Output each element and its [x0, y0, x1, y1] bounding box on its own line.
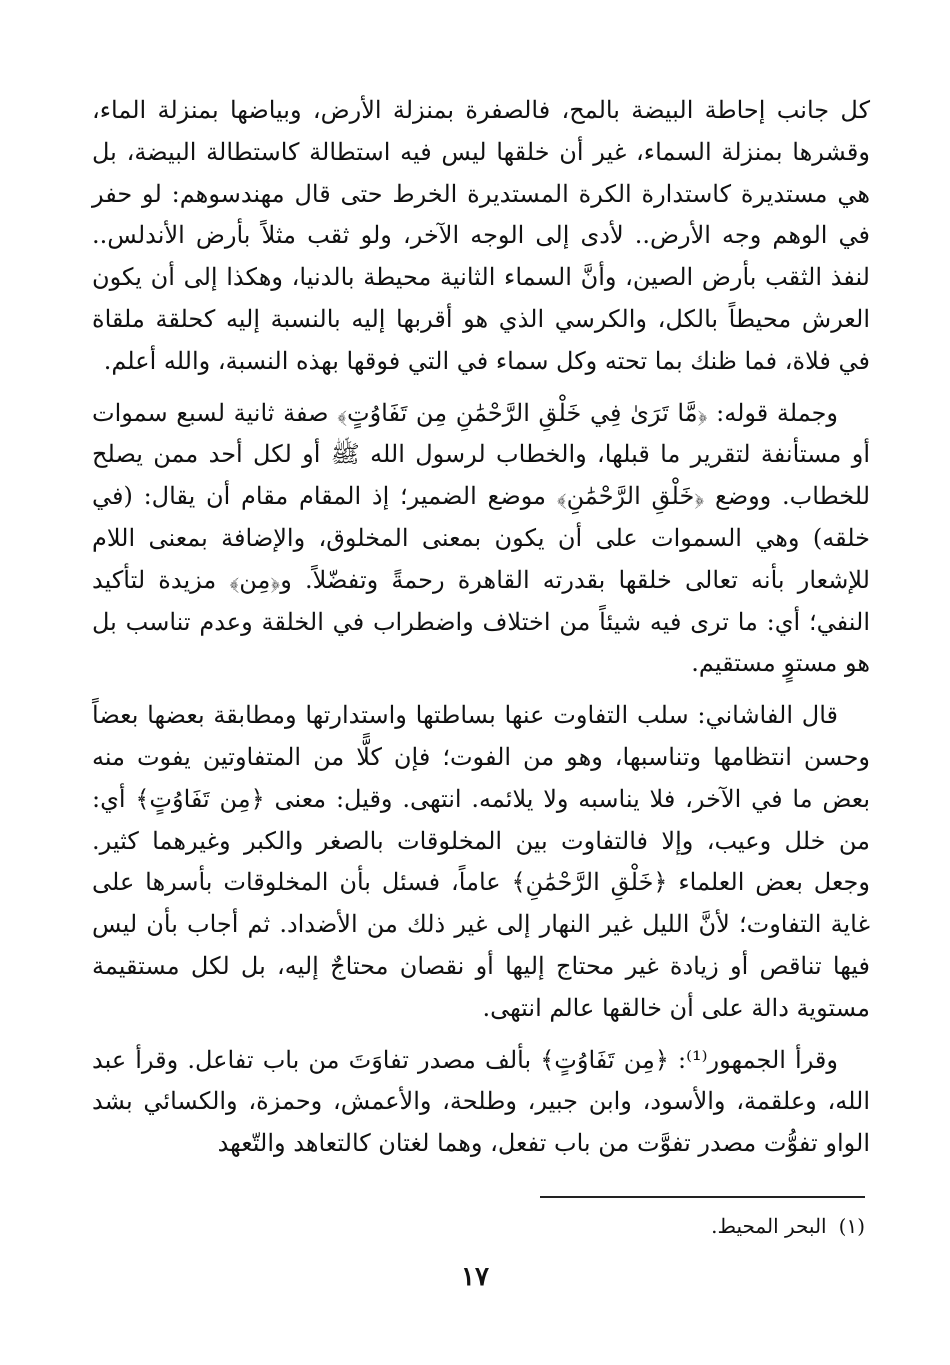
paragraph-4: وقرأ الجمهور⁽¹⁾: ﴿مِن تَفَاوُتٍ﴾ بألف مصدر تفاوَتَ من باب تفاعل. وقرأ عبد الله، وعلقمة، والأسود، وابن جبير، وطلحة، والأعمش، وحمزة، والكسائي بشد الواو تفوُّت مصدر تفوَّت من باب تفعل، وهما لغتان كالتعاهد والتّعهد: [92, 1045, 871, 1158]
footnote: [500, 1212, 865, 1240]
footnote-number: (١): [838, 1214, 865, 1238]
footnote-separator: [540, 1196, 865, 1198]
paragraph-3: قال الفاشاني: سلب التفاوت عنها بساطتها واستدارتها ومطابقة بعضها بعضاً وحسن انتظامها وتناسبها، وهو من الفوت؛ فإن كلًّا من المتفاوتين يفوت منه بعض ما في الآخر، فلا يناسبه ولا يلائمه. انتهى. وقيل: معنى ﴿مِن تَفَاوُتٍ﴾ أي: من خلل وعيب، وإلا فالتفاوت بين المخلوقات بالصغر والكبر وغيرهما كثير. وجعل بعض العلماء ﴿خَلْقِ الرَّحْمَٰنِ﴾ عاماً، فسئل بأن المخلوقات بأسرها على غاية التفاوت؛ لأنَّ الليل غير النهار إلى غير ذلك من الأضداد. ثم أجاب بأن ليس فيها تناقص أو زيادة غير محتاج إليها أو نقصان محتاجٌ إليه، بل لكل مستقيمة مستوية دالة على أن خالقها عالم انتهى.: [92, 701, 870, 1022]
paragraph-2: وجملة قوله: ﴿مَّا تَرَىٰ فِي خَلْقِ الرَّحْمَٰنِ مِن تَفَاوُتٍ﴾ صفة ثانية لسبع سموات أو مستأنفة لتقرير ما قبلها، والخطاب لرسول الله ﷺ أو لكل أحد ممن يصلح للخطاب. ووضع ﴿خَلْقِ الرَّحْمَٰنِ﴾ موضع الضمير؛ إذ المقام مقام أن يقال: (في خلقه) وهي السموات على أن يكون بمعنى المخلوق، والإضافة بمعنى اللام للإشعار بأنه تعالى خلقها بقدرته القاهرة رحمةً وتفضّلاً. و﴿مِن﴾ مزيدة لتأكيد النفي؛ أي: ما ترى فيه شيئاً من اختلاف واضطراب في الخلقة وعدم تناسب بل هو مستوٍ مستقيم.: [92, 398, 870, 678]
paragraph-1: كل جانب إحاطة البيضة بالمح، فالصفرة بمنزلة الأرض، وبياضها بمنزلة الماء، وقشرها بمنزلة السماء، غير أن خلقها ليس فيه استطالة كاستطالة البيضة، بل هي مستديرة كاستدارة الكرة المستديرة الخرط حتى قال مهندسوهم: لو حفر في الوهم وجه الأرض.. لأدى إلى الوجه الآخر، ولو ثقب مثلاً بأرض الأندلس.. لنفذ الثقب بأرض الصين، وأنَّ السماء الثانية محيطة بالدنيا، وهكذا إلى أن يكون العرش محيطاً بالكل، والكرسي الذي هو أقربها إليه بالنسبة إليه كحلقة ملقاة في فلاة، فما ظنك بما تحته وكل سماء في التي فوقها بهذه النسبة، والله أعلم.: [92, 96, 870, 375]
main-text: [92, 90, 870, 1175]
page-number: ١٧: [461, 1262, 489, 1292]
footnote-text: البحر المحيط.: [711, 1214, 827, 1238]
